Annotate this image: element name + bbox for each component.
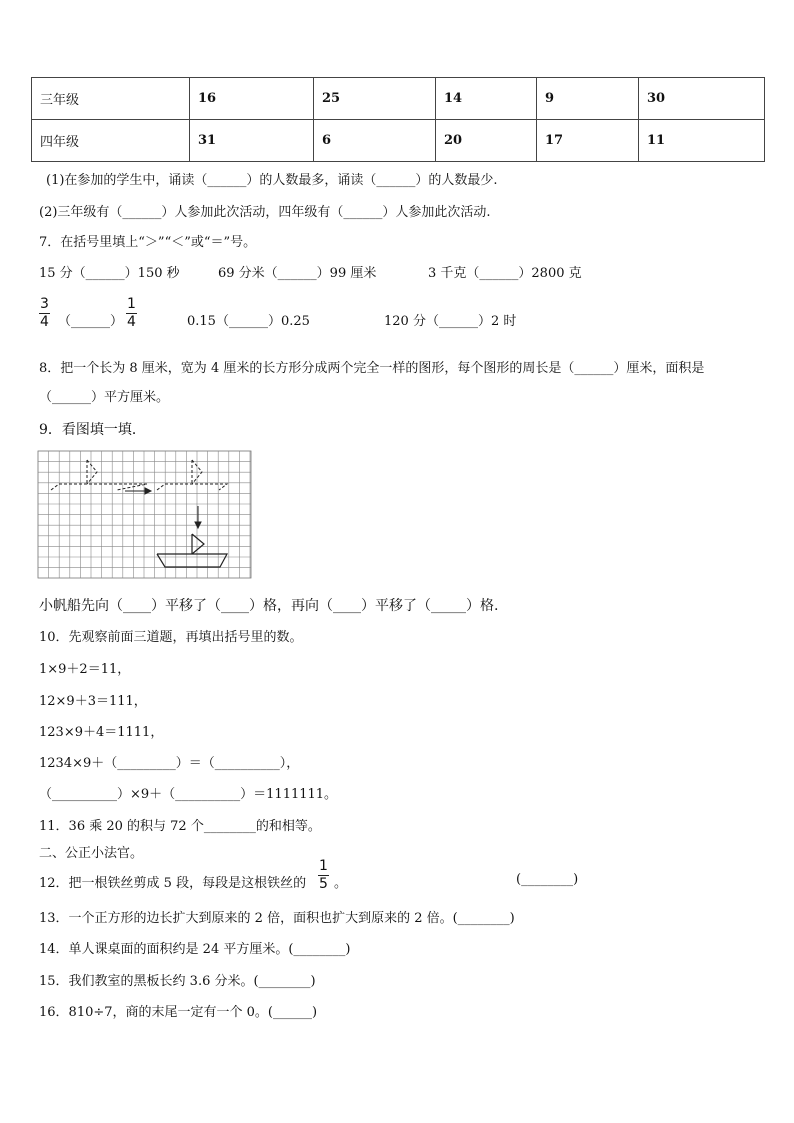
question-9-answer: 小帆船先向（____）平移了（____）格，再向（____）平移了（_____）格.: [39, 598, 499, 614]
question-12: 12．把一根铁丝剪成 5 段，每段是这根铁丝的: [39, 876, 307, 891]
question-6-part-2: (2)三年级有（______）人参加此次活动，四年级有（______）人参加此次活动.: [39, 205, 491, 220]
original-boat: [51, 460, 147, 490]
row-label: 四年级: [32, 120, 190, 162]
score-table: [31, 77, 765, 162]
q7-item-c: 3 千克（______）2800 克: [428, 266, 582, 281]
q7-item-e: 0.15（______）0.25: [187, 314, 310, 329]
table-cell: 16: [190, 78, 314, 120]
q7-item-a: 15 分（______）150 秒: [39, 266, 180, 281]
fraction-numerator: 3: [40, 296, 49, 312]
q10-line-2: 12×9＋3＝111，: [39, 694, 147, 709]
down-arrow-icon: [195, 506, 201, 528]
shifted-boat: [157, 460, 227, 490]
question-10: 10．先观察前面三道题，再填出括号里的数。: [39, 630, 303, 645]
question-8-line-2: （______）平方厘米。: [39, 390, 170, 405]
table-cell: 9: [537, 78, 639, 120]
table-cell: 31: [190, 120, 314, 162]
fraction-denominator: 4: [127, 314, 136, 330]
q7-item-f: 120 分（______）2 时: [384, 314, 517, 329]
question-6-part-1: (1)在参加的学生中，诵读（______）的人数最多，诵读（______）的人数最少.: [46, 173, 498, 188]
q10-line-4: 1234×9＋（_________）＝（__________），: [39, 756, 300, 771]
q10-line-5: （__________）×9＋（__________）＝1111111。: [39, 787, 338, 802]
final-boat: [157, 534, 227, 567]
question-9: 9．看图填一填．: [39, 422, 146, 438]
table-cell: 30: [639, 78, 765, 120]
question-16: 16．810÷7，商的末尾一定有一个 0。(______): [39, 1005, 318, 1020]
row-label: 三年级: [32, 78, 190, 120]
fraction-denominator: 4: [40, 314, 49, 330]
question-15: 15．我们教室的黑板长约 3.6 分米。(________): [39, 974, 316, 989]
fraction-one-fifth: [318, 858, 329, 893]
question-14: 14．单人课桌面的面积约是 24 平方厘米。(________): [39, 942, 351, 957]
question-8-line-1: 8．把一个长为 8 厘米，宽为 4 厘米的长方形分成两个完全一样的图形，每个图形的周长是（______）厘米，面积是: [39, 361, 705, 376]
section-two-heading: 二、公正小法官。: [39, 846, 144, 861]
table-cell: 20: [436, 120, 537, 162]
fraction-denominator: 5: [319, 876, 328, 892]
fraction-numerator: 1: [127, 296, 136, 312]
q12-end: 。: [334, 876, 348, 891]
q10-line-1: 1×9＋2＝11，: [39, 662, 131, 677]
fraction-one-quarter: [126, 296, 137, 331]
table-cell: 25: [314, 78, 436, 120]
question-13: 13．一个正方形的边长扩大到原来的 2 倍，面积也扩大到原来的 2 倍。(________): [39, 911, 515, 926]
table-row: [32, 120, 765, 162]
q10-line-3: 123×9＋4＝1111，: [39, 725, 164, 740]
boat-grid-figure: [37, 450, 253, 580]
table-cell: 17: [537, 120, 639, 162]
table-row: [32, 78, 765, 120]
question-7: 7．在括号里填上“＞”“＜”或“＝”号。: [39, 235, 257, 250]
table-cell: 14: [436, 78, 537, 120]
question-11: 11．36 乘 20 的积与 72 个________的和相等。: [39, 819, 321, 834]
table-cell: 6: [314, 120, 436, 162]
q7-item-b: 69 分米（______）99 厘米: [218, 266, 377, 281]
q12-answer-blank[interactable]: (________): [516, 872, 579, 887]
table-cell: 11: [639, 120, 765, 162]
q7-item-d-blank: （______）: [58, 314, 124, 329]
fraction-three-quarters: [39, 296, 50, 331]
fraction-numerator: 1: [319, 858, 328, 874]
